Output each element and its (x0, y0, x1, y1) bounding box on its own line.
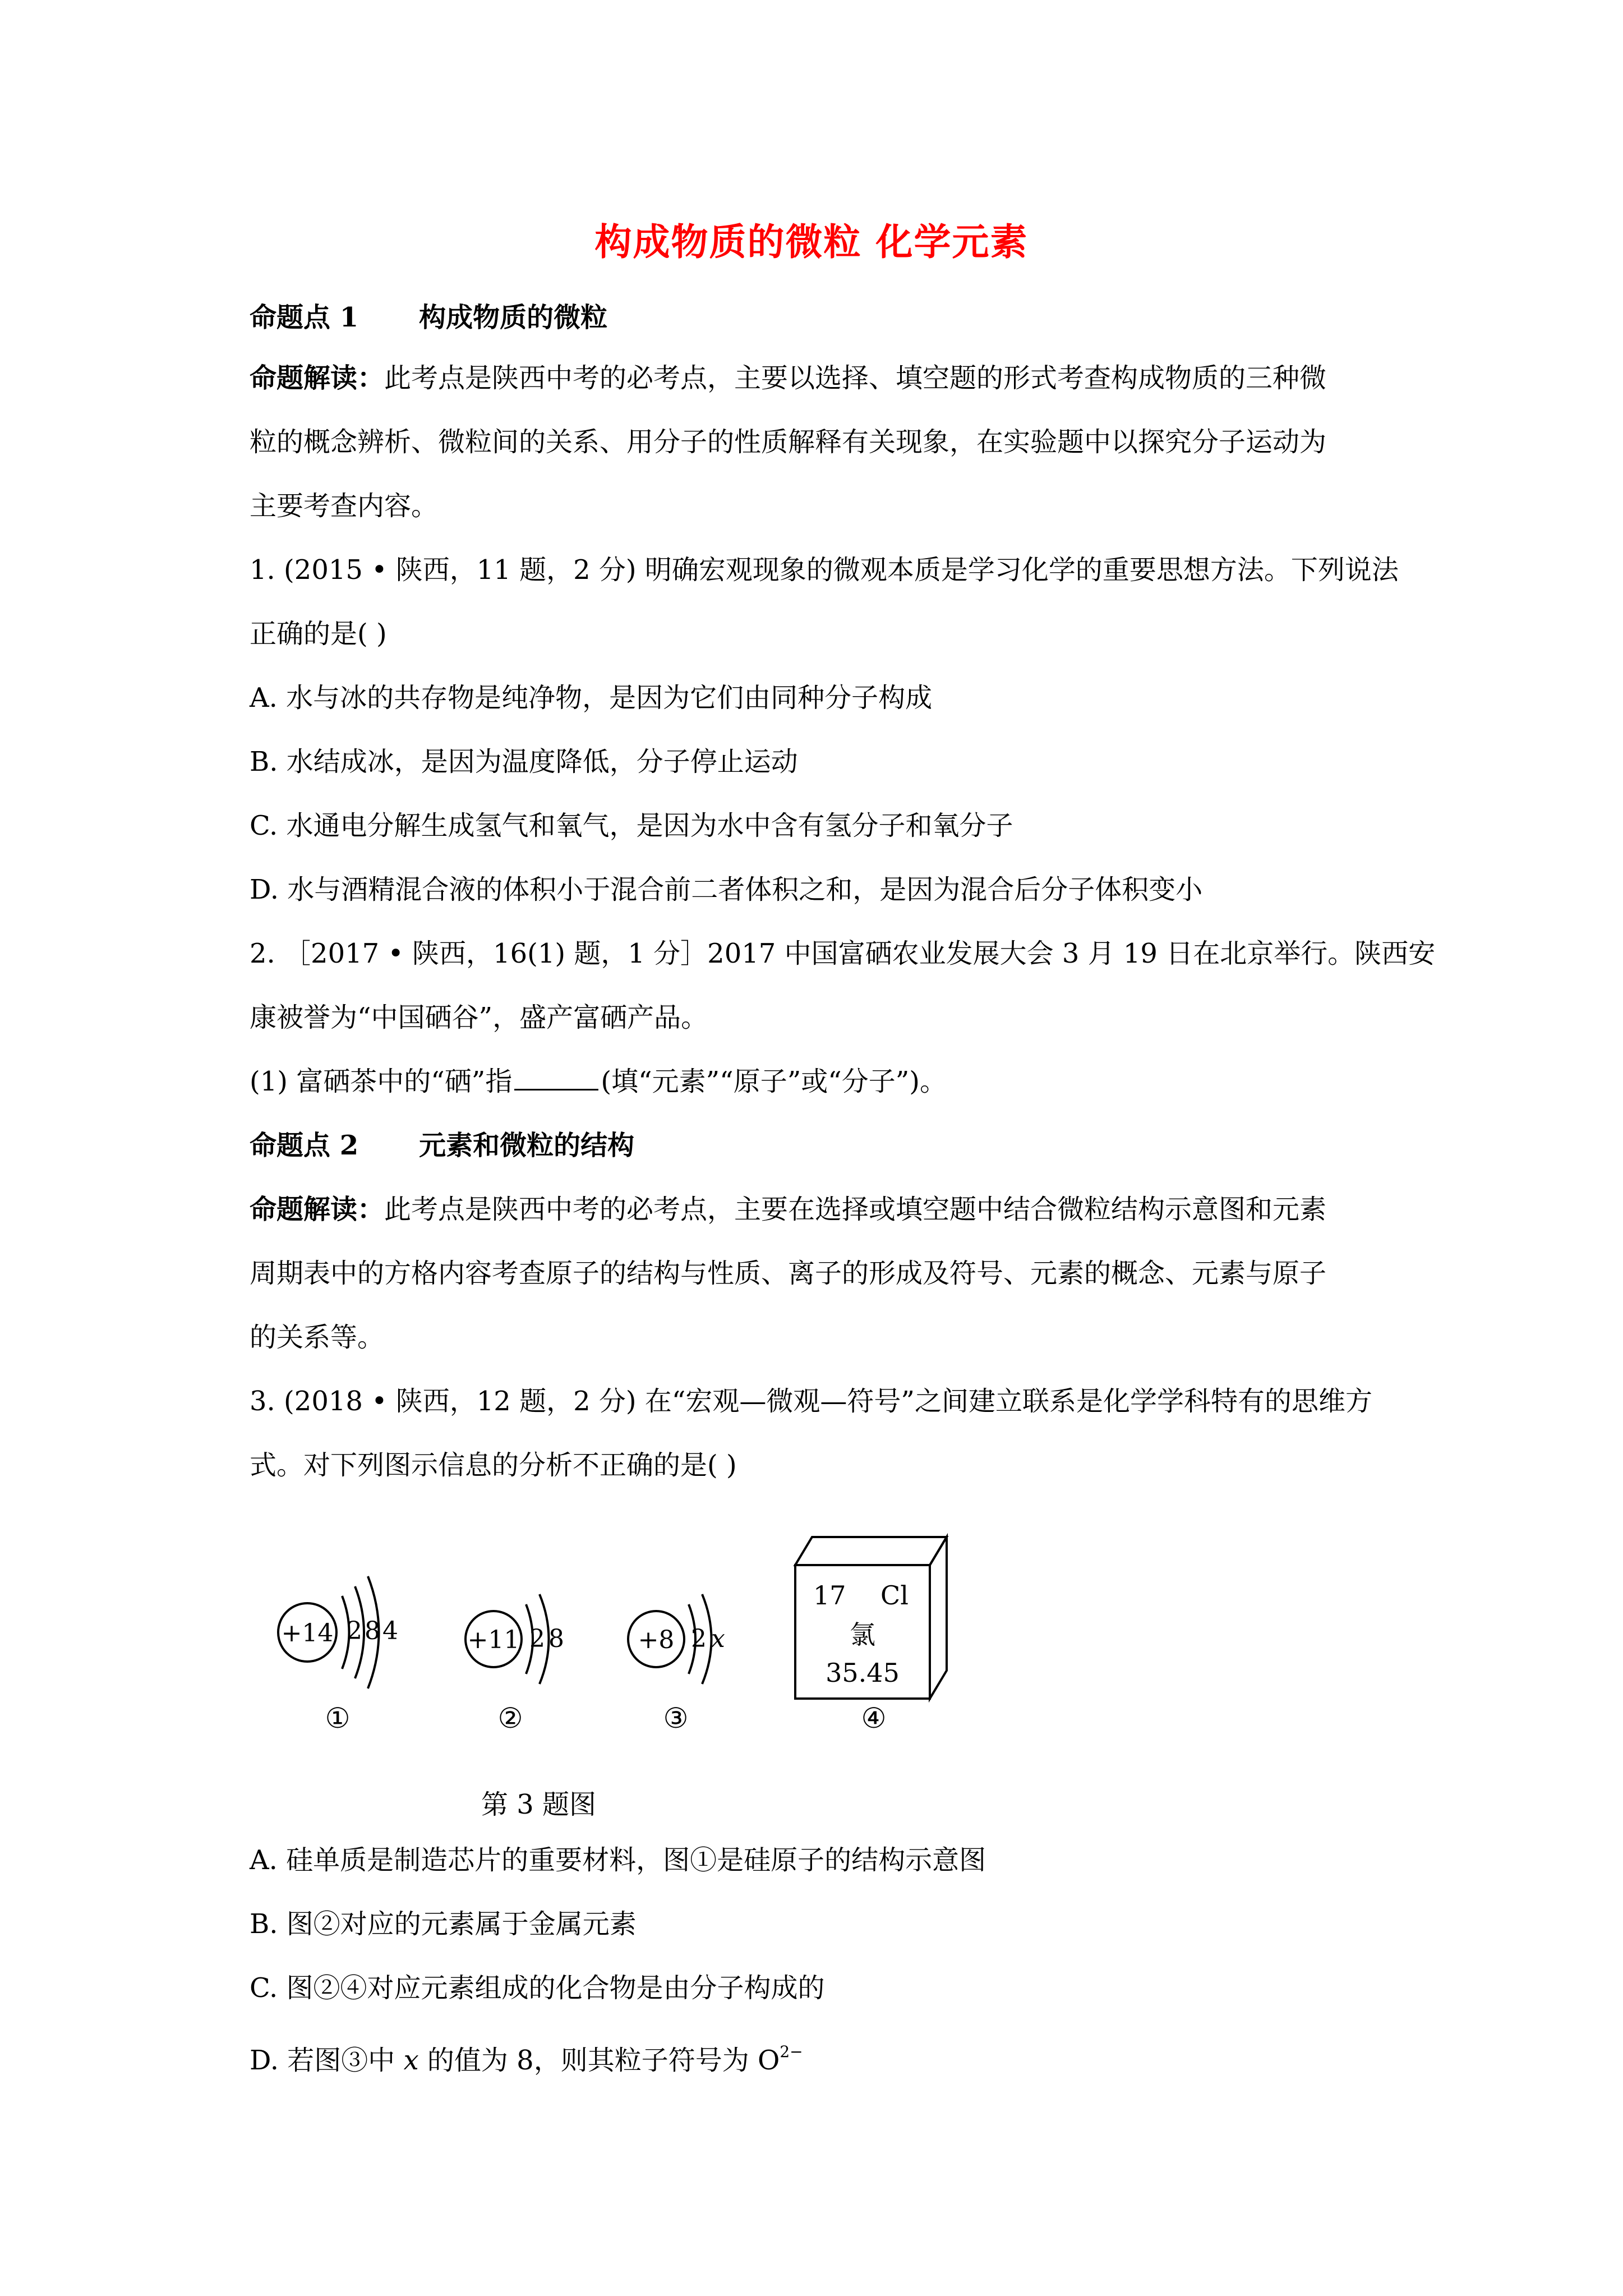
ion-charge: 2− (780, 2042, 803, 2061)
section-label: 命题点 2 (250, 1130, 359, 1161)
sub-question-text: (填“元素”“原子”或“分子”)。 (601, 1066, 947, 1097)
analysis-line: 主要考查内容。 (250, 490, 439, 522)
figure-caption: 第 3 题图 (481, 1789, 597, 1820)
question-text: 3. (2018 • 陕西，12 题，2 分) 在“宏观—微观—符号”之间建立联系是化学学科特有的思维方 (250, 1386, 1372, 1417)
question-text: 康被誉为“中国硒谷”，盛产富硒产品。 (250, 1002, 708, 1033)
element-symbol: Cl (880, 1580, 909, 1611)
option-text: D. 若图③中 (250, 2045, 404, 2076)
figure-number: ④ (861, 1702, 887, 1734)
nucleus-charge: +11 (467, 1626, 520, 1654)
option-text: 的值为 8，则其粒子符号为 O (418, 2045, 780, 2076)
electron-shells: 2 x (691, 1625, 725, 1653)
figure-number: ② (497, 1702, 523, 1734)
analysis-line: 粒的概念辨析、微粒间的关系、用分子的性质解释有关现象，在实验题中以探究分子运动为 (250, 426, 1327, 458)
question-text: 2. ［2017 • 陕西，16(1) 题，1 分］2017 中国富硒农业发展大会 3 月 19 日在北京举行。陕西安 (250, 938, 1436, 969)
option-c: C. 图②④对应元素组成的化合物是由分子构成的 (250, 1972, 825, 2004)
atom-diagram-2 (465, 1594, 568, 1734)
section-label: 命题点 1 (250, 302, 359, 333)
option-d (250, 2034, 1388, 2078)
atomic-mass: 35.45 (826, 1658, 900, 1688)
element-cell-chlorine (795, 1537, 947, 1734)
analysis-label: 命题解读： (250, 362, 385, 394)
question-text: 1. (2015 • 陕西，11 题，2 分) 明确宏观现象的微观本质是学习化学的重要思想方法。下列说法 (250, 554, 1399, 586)
section-heading-2 (250, 1128, 1388, 1163)
section-name: 构成物质的微粒 (419, 302, 608, 333)
section-heading-1 (250, 300, 1388, 335)
atomic-number: 17 (813, 1580, 846, 1611)
option-a: A. 硅单质是制造芯片的重要材料，图①是硅原子的结构示意图 (250, 1844, 986, 1876)
analysis-line: 的关系等。 (250, 1322, 385, 1353)
nucleus-charge: +8 (638, 1626, 675, 1654)
page-title: 构成物质的微粒 化学元素 (594, 220, 1029, 264)
electron-shells: 284 (347, 1617, 400, 1645)
option-d: D. 水与酒精混合液的体积小于混合前二者体积之和，是因为混合后分子体积变小 (250, 874, 1203, 905)
section-name: 元素和微粒的结构 (419, 1130, 635, 1161)
option-c: C. 水通电分解生成氢气和氧气，是因为水中含有氢分子和氧分子 (250, 810, 1013, 841)
atom-diagram-3 (628, 1594, 725, 1734)
analysis-line: 周期表中的方格内容考查原子的结构与性质、离子的形成及符号、元素的概念、元素与原子 (250, 1258, 1327, 1289)
nucleus-charge: +14 (281, 1619, 334, 1648)
sub-question-text: (1) 富硒茶中的“硒”指 (250, 1066, 513, 1097)
question-text: 式。对下列图示信息的分析不正确的是( ) (250, 1450, 737, 1481)
figure-number: ③ (663, 1702, 689, 1734)
element-name: 氯 (850, 1619, 875, 1650)
question-text: 正确的是( ) (250, 618, 387, 650)
atomic-structure-figure (264, 1515, 993, 1739)
sub-question (250, 1064, 1388, 1099)
option-a: A. 水与冰的共存物是纯净物，是因为它们由同种分子构成 (250, 682, 933, 714)
atom-diagram-1 (278, 1576, 400, 1734)
analysis-line (250, 360, 1388, 396)
analysis-line (250, 1191, 1388, 1227)
analysis-label: 命题解读： (250, 1194, 385, 1225)
option-b: B. 图②对应的元素属于金属元素 (250, 1908, 637, 1940)
option-b: B. 水结成冰，是因为温度降低，分子停止运动 (250, 746, 798, 777)
analysis-text: 此考点是陕西中考的必考点，主要在选择或填空题中结合微粒结构示意图和元素 (384, 1194, 1327, 1225)
analysis-text: 此考点是陕西中考的必考点，主要以选择、填空题的形式考查构成物质的三种微 (384, 362, 1327, 394)
variable-x: x (403, 2045, 419, 2076)
answer-blank[interactable] (514, 1065, 598, 1091)
electron-shells: 28 (529, 1625, 568, 1653)
figure-number: ① (325, 1702, 351, 1734)
